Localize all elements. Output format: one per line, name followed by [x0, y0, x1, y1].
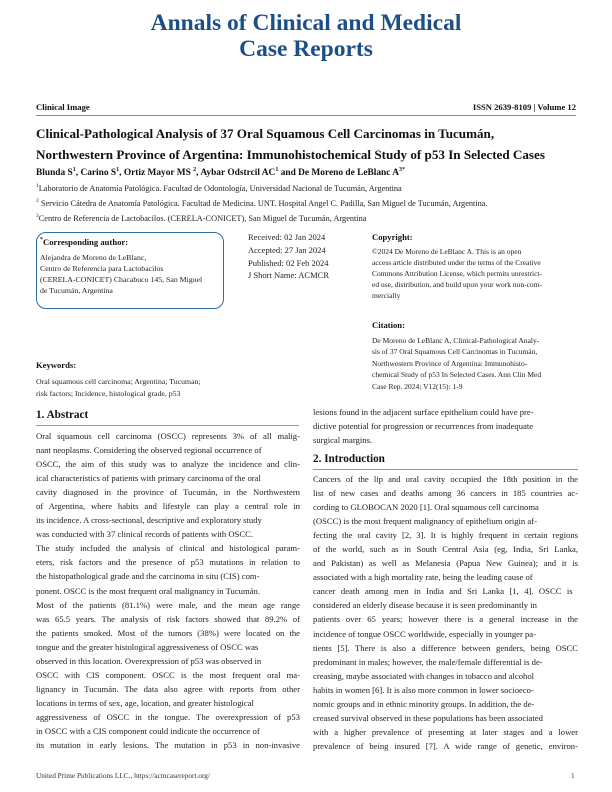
introduction-heading: 2. Introduction: [313, 453, 385, 465]
received-date: Received: 02 Jan 2024: [248, 232, 326, 242]
author-separator: ,: [119, 168, 124, 179]
article-title-line-2: Northwestern Province of Argentina: Immunohistochemical Study of p53 In Selected Cases: [36, 146, 545, 162]
introduction-divider: [313, 469, 578, 470]
header-divider: [36, 115, 576, 116]
journal-short-name: J Short Name: ACMCR: [248, 270, 329, 281]
text-line: its incidence. A cross-sectional, descriptive and exploratory study: [36, 515, 262, 526]
affiliation-3: $^3$Centro de Referencia de Lactobacilos. (CERELA-CONICET), San Miguel de Tucumán, Argentina: [36, 213, 367, 223]
text-line: patients over 65 years; however there is a general increase in the: [313, 614, 578, 625]
corresponding-author-details: Alejandra de Moreno de LeBlanc, Centro de Referencia para Lactobacilos (CERELA-CONICET) Chacabuco 145, San Miguel de Tucumán, Argentina: [40, 253, 203, 295]
author-affiliation-mark: 1: [116, 167, 120, 173]
citation-heading: Citation:: [372, 320, 405, 330]
text-line: lesions found in the adjacent surface epithelium could have pre-: [313, 407, 534, 417]
page-number: 1: [571, 771, 575, 780]
text-line: the patients smoked. Most of the tumors (38%) were located on the: [36, 627, 300, 638]
text-line: was conducted with 37 clinical records of patients with OSCC.: [36, 529, 254, 540]
journal-title-line-2: Case Reports: [239, 36, 373, 62]
text-line: nant neoplasms. Considering the observed regional occurrence of: [36, 445, 262, 456]
text-line: creased survival observed in these populations has been associated: [313, 712, 543, 723]
copyright-text: ©2024 De Moreno de LeBlanc A. This is an open access article distributed under the terms of the Creative Commons Attribution License, which permits unrestrict- ed use, distribution, and build upon your work non-com- mercially: [372, 247, 542, 300]
journal-title: [0, 10, 612, 62]
article-title-line-1: Clinical-Pathological Analysis of 37 Oral Squamous Cell Carcinomas in Tucumán,: [36, 126, 495, 141]
text-line: and Pakistan) as well as Melanesia (Papua New Guinea); and it is: [313, 558, 578, 569]
text-line: OSCC, the aim of this study was to analyze the incidence and clin-: [36, 459, 300, 470]
abstract-heading: 1. Abstract: [36, 409, 89, 421]
text-line: cancer death among men in India and Sri Lanka [1, 4]. OSCC is: [313, 586, 573, 597]
author-name: Blunda S: [36, 168, 73, 179]
text-line: predominant in males; however, the male/female differential is de-: [313, 656, 543, 667]
text-line: tients [5]. There is also a difference between genders, being OSCC: [313, 642, 578, 653]
text-line: incidence of tongue OSCC worldwide, especially in younger pa-: [313, 628, 536, 639]
text-line: cavity diagnosed in the province of Tucumán, in the Northwestern: [36, 487, 300, 498]
author-name: Carino S: [80, 168, 117, 179]
text-line: (OSCC) is the most frequent malignancy of epithelium origin af-: [313, 516, 537, 527]
text-line: Oral squamous cell carcinoma (OSCC) represents 3% of all malig-: [36, 431, 300, 441]
publisher-footer: United Prime Publications LLC., https://acmcasereport.org/: [36, 771, 210, 780]
abstract-divider: [36, 425, 299, 426]
text-line: locations in terms of sex, age, location, and greater histological: [36, 697, 254, 708]
text-line: OSCC with CIS component. OSCC is the most frequent oral ma-: [36, 669, 300, 680]
text-line: creasing, maybe associated with changes in tobacco and alcohol: [313, 670, 535, 681]
text-line: associated with a high mortality rate, being the leading cause of: [313, 572, 533, 583]
text-line: of the world, such as in South Central Asia (eg, India, Sri Lanka,: [313, 544, 578, 555]
text-line: The study included the analysis of clinical and histological param-: [36, 543, 300, 554]
abstract-body: [36, 429, 300, 752]
text-line: tongue and the greater histological aggressiveness of OSCC was: [36, 641, 259, 652]
text-line: ical characteristics of patients with primary carcinoma of the oral: [36, 473, 261, 484]
text-line: nomic groups and in ethnic minority groups. In addition, the de-: [313, 698, 535, 709]
affiliation-2: $^2$ Servicio Cátedra de Anatomía Patológica. Facultad de Medicina. UNT. Hospital Angel C. Padilla, San Miguel de Tucumán, Argentina.: [36, 198, 488, 208]
author-affiliation-mark: 1: [275, 167, 279, 173]
text-line: aggressiveness of OSCC in the tongue. The overexpression of p53: [36, 711, 300, 722]
author-name: Aybar Odstrcil AC: [200, 168, 276, 179]
text-line: lignancy in Tucumán. The data also agree with reports from other: [36, 683, 300, 694]
text-line: considered an elderly disease because it is seen predominantly in: [313, 600, 537, 611]
text-line: of Argentina, where habits and lifestyle can play a central role in: [36, 501, 300, 512]
published-date: Published: 02 Feb 2024: [248, 257, 329, 268]
author-separator: ,: [196, 168, 201, 179]
author-separator: ,: [75, 168, 81, 179]
text-line: the histopathological grade and the carcinoma in situ (CIS) com-: [36, 571, 260, 582]
text-line: prevalence of being insured [7]. A wide range of genetic, environ-: [313, 740, 578, 751]
article-dates: [248, 231, 329, 282]
text-line: ponent. OSCC is the most frequent oral malignancy in Tucumán.: [36, 585, 260, 596]
text-line: was 65.5 years. The analysis of risk factors showed that 89.2% of: [36, 613, 300, 624]
author-name: De Moreno de LeBlanc A: [298, 168, 400, 179]
citation-text: De Moreno de LeBlanc A, Clinical-Pathological Analy- sis of 37 Oral Squamous Cell Carcinomas in Tucumán, Northwestern Province of Argentina: Immunohisto- chemical Study of p53 In Selected Cases. Ann Clin Med Case Rep. 2024; V12(15): 1-9: [372, 336, 542, 391]
article-title: [36, 124, 581, 165]
text-line: eters, risk factors and the presence of p53 mutations in relation to: [36, 557, 300, 568]
text-line: dictive potential for progression or recurrences from inadequate: [313, 421, 534, 432]
article-type: Clinical Image: [36, 102, 90, 112]
text-line: in OSCC with a CIS component could indicate the occurrence of: [36, 725, 260, 736]
journal-title-line-1: Annals of Clinical and Medical: [150, 10, 462, 36]
text-line: with a higher prevalence of presenting at later stages and a lower: [313, 726, 578, 737]
text-line: Most of the patients (81.1%) were male, and the mean age range: [36, 599, 300, 610]
accepted-date: Accepted: 27 Jan 2024: [248, 244, 326, 255]
author-affiliation-mark: 3*: [399, 167, 406, 173]
header-row: [36, 102, 576, 112]
copyright-heading: Copyright:: [372, 232, 413, 242]
author-affiliation-mark: 1: [72, 167, 76, 173]
author-separator: and: [278, 168, 299, 179]
issn-volume: ISSN 2639-8109 | Volume 12: [472, 102, 576, 112]
text-line: observed in this location. Overexpression of p53 was observed in: [36, 655, 262, 666]
text-line: surgical margins.: [313, 435, 373, 446]
author-list: [36, 167, 405, 178]
text-line: its mutation in early lesions. The mutation in p53 in non-invasive: [36, 740, 300, 751]
text-line: list of new cases and deaths among 36 cancers in 185 countries ac-: [313, 488, 578, 499]
affiliation-1: $^1$Laboratorio de Anatomía Patológica. Facultad de Odontología, Universidad Nacional de Tucumán, Argentina: [36, 183, 402, 193]
author-name: Ortiz Mayor MS: [123, 168, 194, 179]
abstract-continuation: [313, 405, 578, 447]
text-line: fecting the oral cavity [2, 3]. It is highly frequent in certain regions: [313, 530, 578, 541]
introduction-body: [313, 472, 578, 753]
keywords-text: Oral squamous cell carcinoma; Argentina; Tucuman; risk factors; Incidence, histological grade, p53: [36, 377, 201, 398]
text-line: Cancers of the lip and oral cavity occupied the 18th position in the: [313, 474, 578, 484]
text-line: habits in women [6]. It is also more common in lower socioeco-: [313, 684, 534, 695]
keywords-heading: Keywords:: [36, 360, 77, 370]
corresponding-author-heading: *Corresponding author:: [40, 237, 129, 247]
author-affiliation-mark: 2: [193, 167, 197, 173]
text-line: cording to GLOBOCAN 2020 [1]. Oral squamous cell carcinoma: [313, 502, 539, 513]
